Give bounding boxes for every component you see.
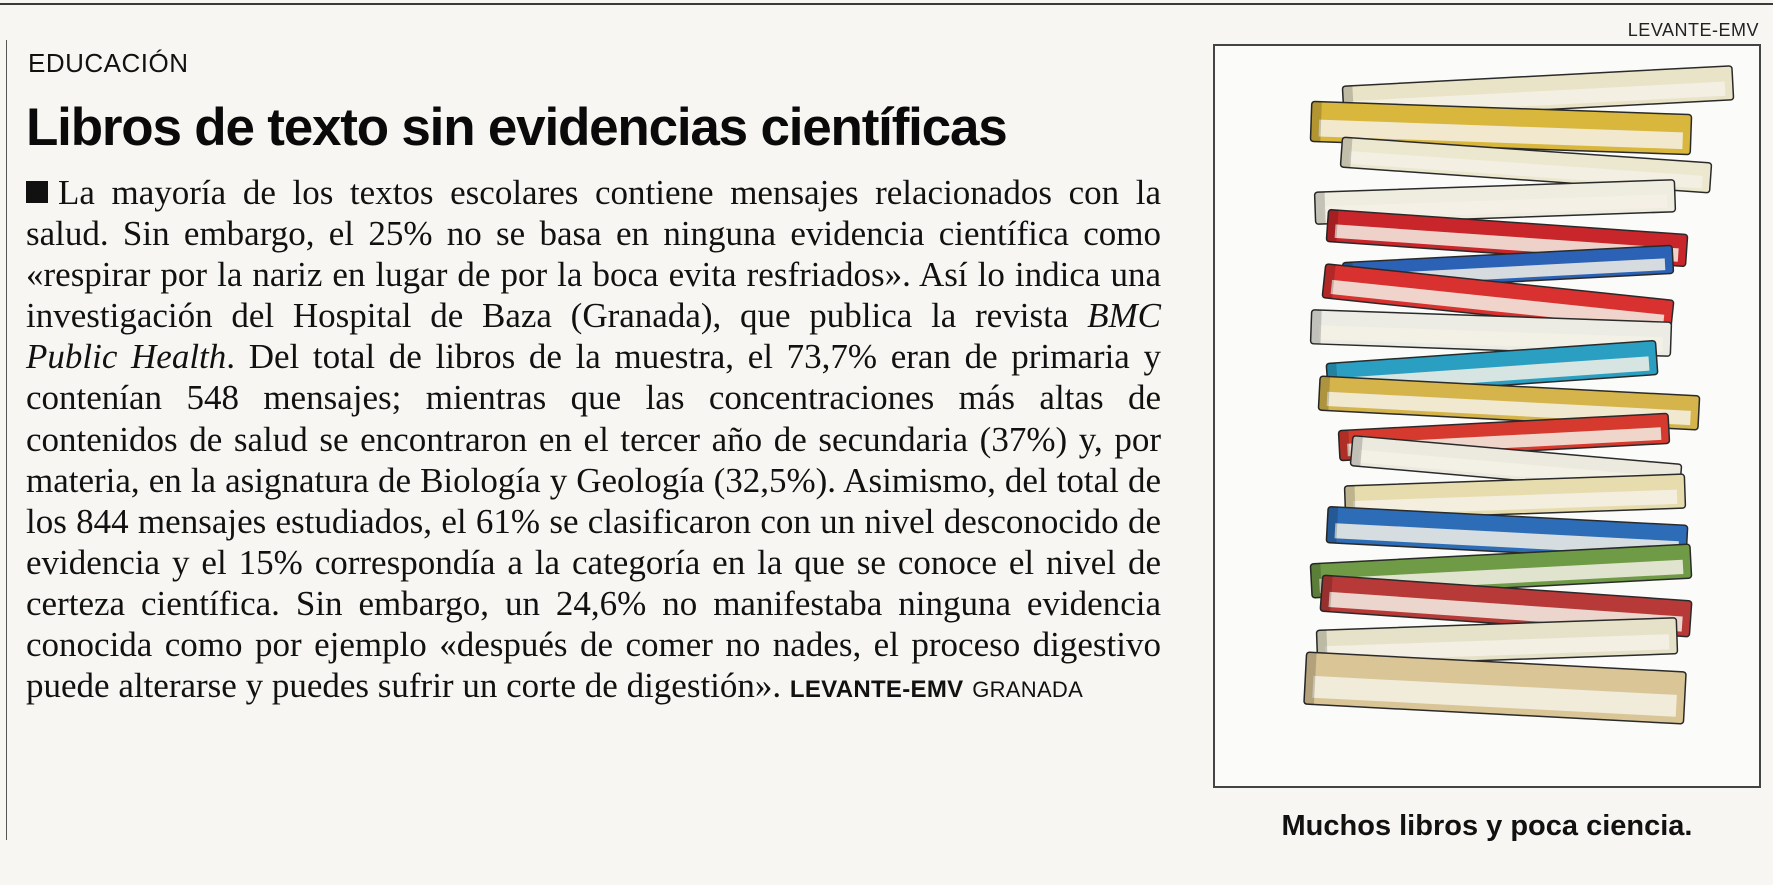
body-text-1: La mayoría de los textos escolares contiene mensajes relacionados con la salud. Sin embargo, el 25% no se basa en ninguna evidencia científica como «respirar por la nariz en lugar de por la boca evita resfriados». Así lo indica una investigación del Hospital de Baza (Granada), que publica la revista	[26, 173, 1161, 336]
headline: Libros de texto sin evidencias científicas	[26, 98, 1007, 157]
book-18	[1304, 652, 1686, 724]
photo-credit: LEVANTE-EMV	[1627, 20, 1759, 40]
top-rule	[0, 3, 1773, 5]
article-body	[26, 172, 1161, 710]
photo-caption: Muchos libros y poca ciencia.	[1281, 810, 1693, 842]
bullet-square-icon	[26, 181, 48, 203]
signature-place: GRANADA	[972, 677, 1084, 703]
book-stack-photo	[1213, 44, 1761, 788]
body-text-2: . Del total de libros de la muestra, el 73,7% eran de primaria y contenían 548 mensajes; mientras que las concentraciones más altas de contenidos de salud se encontraron en el tercer año de secundaria (37%) y, por materia, en la asignatura de Biología y Geología (32,5%). Asimismo, del total de los 844 mensajes estudiados, el 61% se clasificaron con un nivel desconocido de evidencia y el 15% correspondía a la categoría en la que se conoce el nivel de certeza científica. Sin embargo, un 24,6% no manifestaba ninguna evidencia conocida como por ejemplo «después de comer no nades, el proceso digestivo puede alterarse y puedes sufrir un corte de digestión».	[26, 337, 1161, 706]
column-rule	[6, 40, 7, 840]
signature-source: LEVANTE-EMV	[789, 676, 964, 704]
section-label: EDUCACIÓN	[28, 48, 189, 78]
book-stack-illustration	[1215, 46, 1759, 786]
journal-name: BMC Public Health	[26, 296, 1161, 377]
